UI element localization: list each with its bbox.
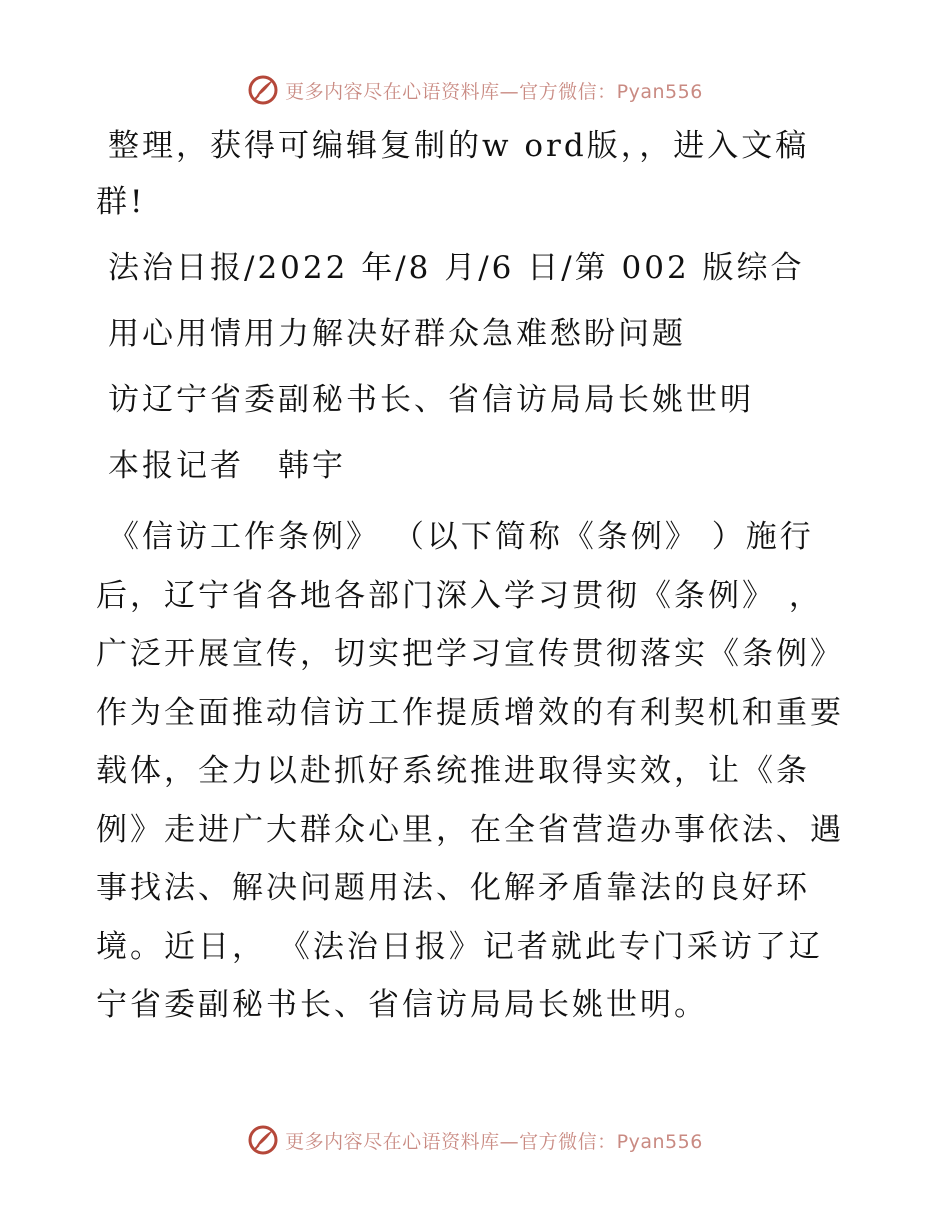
paragraph-line: 《信访工作条例》 （以下简称《条例》 ）施行 bbox=[108, 519, 814, 555]
watermark-banner-top bbox=[0, 70, 950, 110]
paragraph-line: 载体，全力以赴抓好系统推进取得实效，让《条 bbox=[96, 753, 810, 789]
subtitle: 访辽宁省委副秘书长、省信访局局长姚世明 bbox=[108, 382, 754, 418]
paragraph-line: 宁省委副秘书长、省信访局局长姚世明。 bbox=[96, 987, 708, 1023]
paragraph-line: 广泛开展宣传，切实把学习宣传贯彻落实《条例》 bbox=[96, 636, 844, 672]
intro-line-2: 群! bbox=[96, 184, 146, 220]
watermark-text: 更多内容尽在心语资料库—官方微信：Pyan556 bbox=[285, 1130, 703, 1153]
headline: 用心用情用力解决好群众急难愁盼问题 bbox=[108, 316, 686, 352]
paragraph-line: 事找法、解决问题用法、化解矛盾靠法的良好环 bbox=[96, 870, 810, 906]
paragraph-line: 作为全面推动信访工作提质增效的有利契机和重要 bbox=[96, 694, 844, 731]
feather-logo-icon bbox=[247, 74, 279, 106]
paragraph-line: 后，辽宁省各地各部门深入学习贯彻《条例》 ， bbox=[96, 577, 823, 614]
intro-line-1: 整理，获得可编辑复制的w ord版，，进入文稿 bbox=[108, 128, 810, 164]
feather-logo-icon bbox=[247, 1124, 279, 1156]
byline: 本报记者 韩宇 bbox=[108, 448, 346, 484]
watermark-text: 更多内容尽在心语资料库—官方微信：Pyan556 bbox=[285, 80, 703, 103]
paragraph-line: 例》走进广大群众心里，在全省营造办事依法、遇 bbox=[96, 811, 844, 848]
dateline: 法治日报/2022 年/8 月/6 日/第 002 版综合 bbox=[108, 250, 805, 286]
watermark-banner-bottom bbox=[0, 1120, 950, 1160]
document-body bbox=[96, 118, 856, 1035]
body-paragraph bbox=[96, 508, 856, 1035]
paragraph-line: 境。近日， 《法治日报》记者就此专门采访了辽 bbox=[96, 928, 823, 965]
